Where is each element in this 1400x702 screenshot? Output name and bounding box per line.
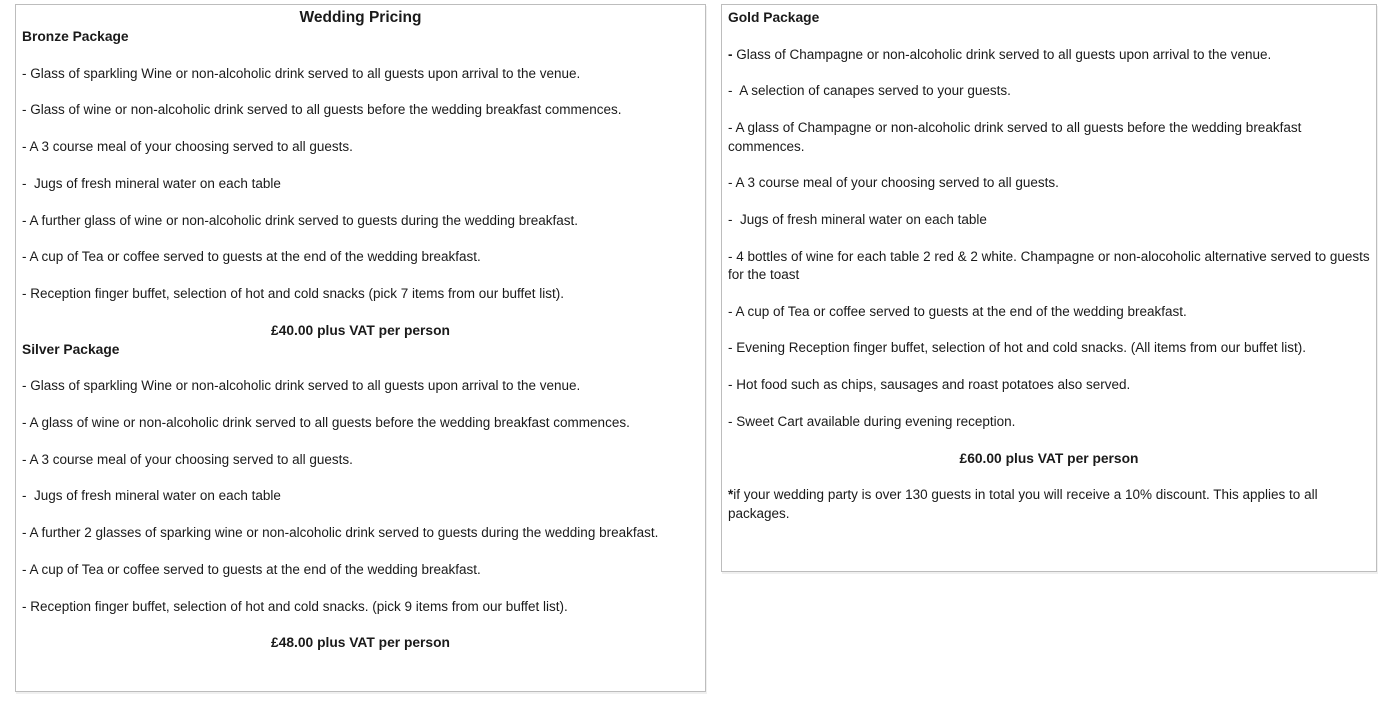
- list-item: - A further glass of wine or non-alcoholic drink served to guests during the wedding breakfast.: [22, 212, 579, 228]
- list-item: - Reception finger buffet, selection of hot and cold snacks (pick 7 items from our buffet list).: [22, 285, 565, 301]
- discount-note: [728, 486, 1370, 523]
- list-item: [728, 46, 1370, 64]
- list-item: - Hot food such as chips, sausages and roast potatoes also served.: [728, 377, 1131, 393]
- list-item: - A 3 course meal of your choosing served to all guests.: [22, 139, 353, 155]
- bronze-package-heading: Bronze Package: [22, 29, 129, 44]
- list-item: - Reception finger buffet, selection of hot and cold snacks. (pick 9 items from our buffet list).: [22, 598, 568, 614]
- list-item-dash: -: [728, 46, 733, 62]
- list-item: - Jugs of fresh mineral water on each table: [728, 211, 987, 227]
- list-item: - Glass of wine or non-alcoholic drink served to all guests before the wedding breakfast commences.: [22, 102, 622, 118]
- page-title: Wedding Pricing: [299, 9, 422, 26]
- list-item: - Glass of sparkling Wine or non-alcoholic drink served to all guests upon arrival to the venue.: [22, 65, 581, 81]
- list-item: - A glass of Champagne or non-alcoholic drink served to all guests before the wedding breakfast commences.: [728, 120, 1306, 154]
- list-item: - Jugs of fresh mineral water on each table: [22, 488, 281, 504]
- list-item: - A 3 course meal of your choosing served to all guests.: [728, 175, 1059, 191]
- bronze-price: £40.00 plus VAT per person: [271, 322, 450, 338]
- list-item: - A 3 course meal of your choosing served to all guests.: [22, 451, 353, 467]
- list-item: - A cup of Tea or coffee served to guests at the end of the wedding breakfast.: [22, 561, 481, 577]
- pricing-panel-right: [721, 4, 1377, 572]
- list-item: - A selection of canapes served to your guests.: [728, 83, 1011, 99]
- discount-note-text: if your wedding party is over 130 guests in total you will receive a 10% discount. This applies to all packages.: [728, 487, 1322, 521]
- gold-price: £60.00 plus VAT per person: [959, 450, 1139, 466]
- silver-price: £48.00 plus VAT per person: [271, 635, 450, 651]
- list-item: - A further 2 glasses of sparking wine or non-alcoholic drink served to guests during the wedding breakfast.: [22, 525, 659, 541]
- list-item: - 4 bottles of wine for each table 2 red & 2 white. Champagne or non-alocoholic alternative served to guests for the toast: [728, 248, 1374, 283]
- list-item-text: Glass of Champagne or non-alcoholic drink served to all guests upon arrival to the venue.: [732, 46, 1272, 62]
- list-item: - Evening Reception finger buffet, selection of hot and cold snacks. (All items from our buffet list).: [728, 340, 1307, 356]
- list-item: - Glass of sparkling Wine or non-alcoholic drink served to all guests upon arrival to the venue.: [22, 378, 581, 394]
- pricing-panel-left: [15, 4, 706, 692]
- discount-note-star: *: [728, 487, 734, 503]
- gold-package-heading: Gold Package: [728, 10, 820, 25]
- list-item: - Sweet Cart available during evening reception.: [728, 413, 1016, 429]
- list-item: - Jugs of fresh mineral water on each table: [22, 175, 281, 191]
- list-item: - A cup of Tea or coffee served to guests at the end of the wedding breakfast.: [22, 249, 481, 265]
- list-item: - A cup of Tea or coffee served to guests at the end of the wedding breakfast.: [728, 303, 1187, 319]
- silver-package-heading: Silver Package: [22, 341, 120, 357]
- list-item: - A glass of wine or non-alcoholic drink served to all guests before the wedding breakfast commences.: [22, 415, 630, 431]
